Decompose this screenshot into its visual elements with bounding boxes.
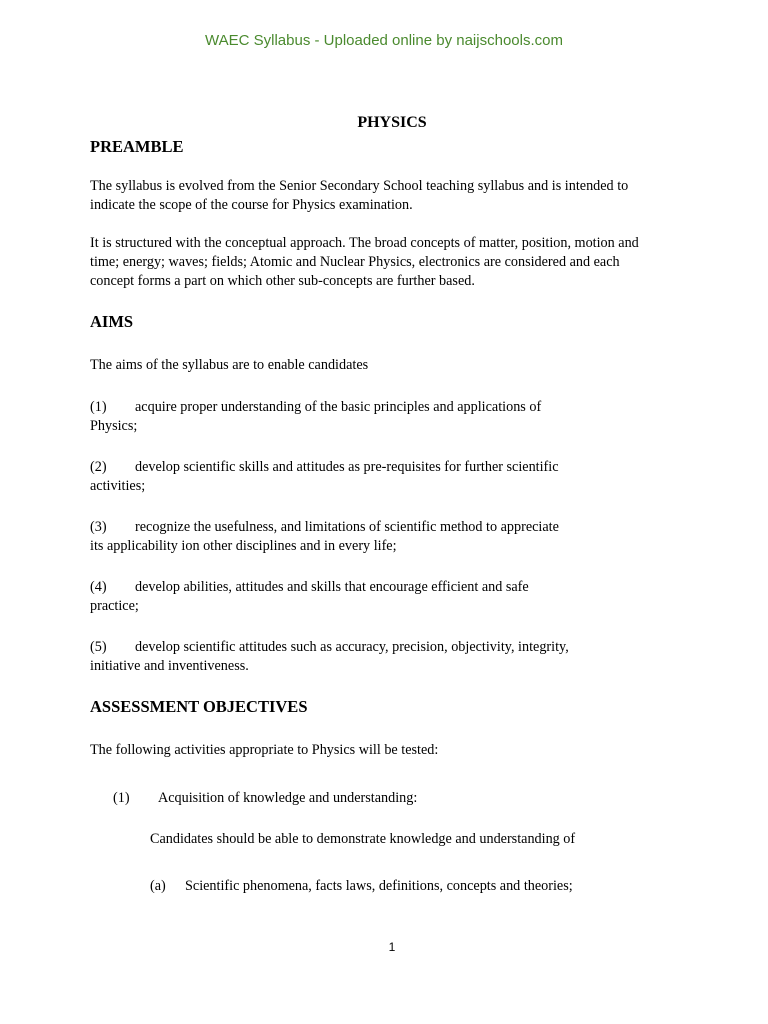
text-line: time; energy; waves; fields; Atomic and Nuclear Physics, electronics are considered and each xyxy=(90,254,620,270)
text-line: concept forms a part on which other sub-concepts are further based. xyxy=(90,273,475,289)
item-text-continued: initiative and inventiveness. xyxy=(90,658,249,674)
item-number: (1) xyxy=(113,790,130,806)
item-number: (1) xyxy=(90,399,107,415)
preamble-paragraph-1 xyxy=(90,177,628,215)
item-text-continued: practice; xyxy=(90,598,139,614)
assessment-sub-intro: Candidates should be able to demonstrate knowledge and understanding of xyxy=(150,831,576,847)
aims-item-2 xyxy=(90,458,559,496)
document-header: WAEC Syllabus - Uploaded online by naijschools.com xyxy=(205,32,563,49)
item-label: (a) xyxy=(150,878,166,894)
text-line: The syllabus is evolved from the Senior Secondary School teaching syllabus and is intended to xyxy=(90,178,629,194)
item-text: Acquisition of knowledge and understanding: xyxy=(158,790,418,806)
text-line: indicate the scope of the course for Physics examination. xyxy=(90,197,413,213)
item-text: acquire proper understanding of the basic principles and applications of xyxy=(135,399,542,415)
text-line: It is structured with the conceptual approach. The broad concepts of matter, position, motion and xyxy=(90,235,639,251)
item-text: Scientific phenomena, facts laws, definitions, concepts and theories; xyxy=(185,878,573,894)
aims-item-3 xyxy=(90,518,559,556)
item-text-continued: Physics; xyxy=(90,418,138,434)
item-text: recognize the usefulness, and limitations of scientific method to appreciate xyxy=(135,519,559,535)
document-title: PHYSICS xyxy=(357,114,427,131)
item-number: (4) xyxy=(90,579,107,595)
item-number: (5) xyxy=(90,639,107,655)
assessment-intro: The following activities appropriate to Physics will be tested: xyxy=(90,742,439,758)
item-text: develop scientific skills and attitudes as pre-requisites for further scientific xyxy=(135,459,559,475)
assessment-heading: ASSESSMENT OBJECTIVES xyxy=(90,697,308,716)
aims-heading: AIMS xyxy=(90,312,134,331)
aims-item-1 xyxy=(90,398,541,436)
preamble-paragraph-2 xyxy=(90,234,639,291)
preamble-heading: PREAMBLE xyxy=(90,137,184,156)
aims-item-4 xyxy=(90,578,529,616)
item-number: (3) xyxy=(90,519,107,535)
item-text: develop abilities, attitudes and skills that encourage efficient and safe xyxy=(135,579,529,595)
item-text-continued: its applicability ion other disciplines and in every life; xyxy=(90,538,397,554)
page-number: 1 xyxy=(388,940,396,954)
aims-intro: The aims of the syllabus are to enable candidates xyxy=(90,357,369,373)
aims-item-5 xyxy=(90,638,569,676)
assessment-sub-item-a xyxy=(150,877,573,896)
item-text: develop scientific attitudes such as accuracy, precision, objectivity, integrity, xyxy=(135,639,569,655)
item-text-continued: activities; xyxy=(90,478,146,494)
item-number: (2) xyxy=(90,459,107,475)
assessment-item-1 xyxy=(113,789,417,808)
